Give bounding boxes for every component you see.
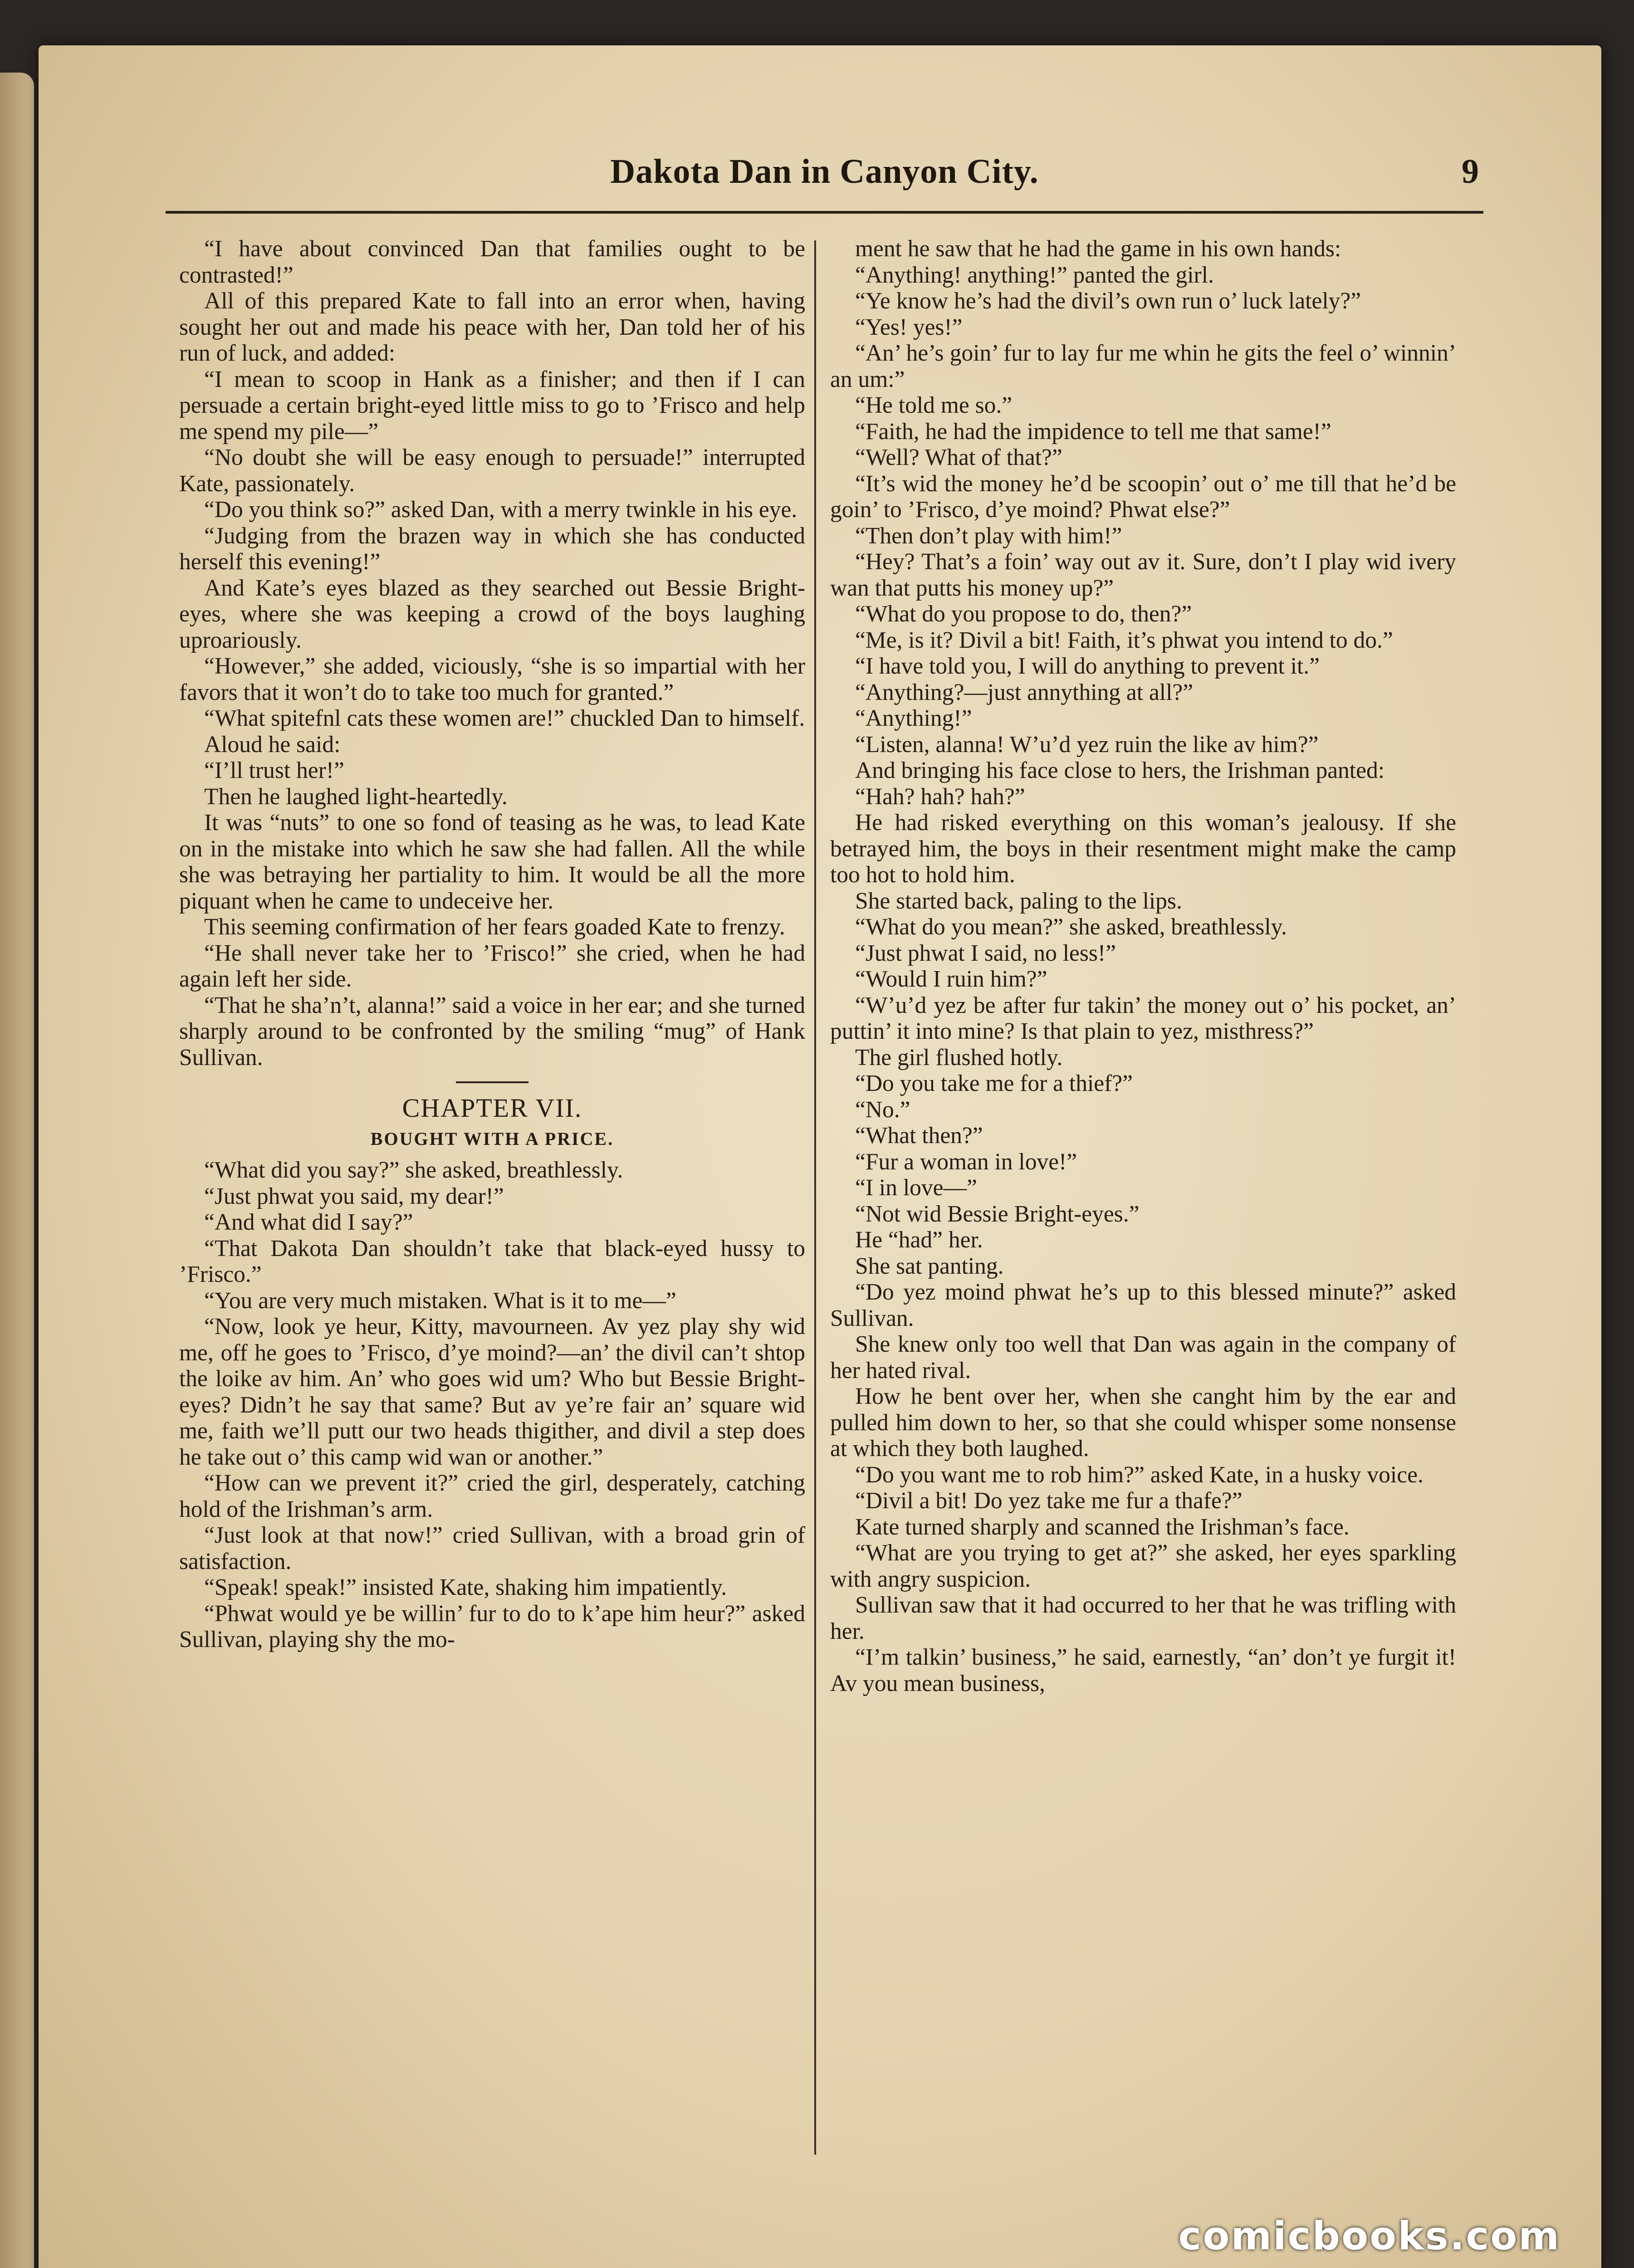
left-column	[179, 236, 805, 1653]
paragraph: “Just phwat you said, my dear!”	[204, 1183, 504, 1209]
paragraph: “You are very much mistaken. What is it to me—”	[204, 1287, 676, 1314]
paragraph: “Not wid Bessie Bright-eyes.”	[855, 1201, 1140, 1227]
paragraph: “Hey? That’s a foin’ way out av it. Sure, don’t I play wid ivery wan that putts his money up?”	[830, 549, 1456, 601]
paragraph: “Then don’t play with him!”	[855, 523, 1122, 549]
right-column-text	[830, 236, 1456, 1696]
paragraph: She started back, paling to the lips.	[855, 888, 1182, 914]
paragraph: “Ye know he’s had the divil’s own run o’ luck lately?”	[855, 288, 1361, 314]
paragraph: “What did you say?” she asked, breathlessly.	[204, 1157, 623, 1183]
paragraph: “Hah? hah? hah?”	[855, 783, 1025, 810]
paragraph: Then he laughed light-heartedly.	[204, 783, 508, 810]
paragraph: “That he sha’n’t, alanna!” said a voice in her ear; and she turned sharply around to be confronted by the smiling “mug” of Hank Sullivan.	[179, 992, 805, 1070]
paragraph: “Anything?—just annything at all?”	[855, 679, 1194, 705]
paragraph: “What do you mean?” she asked, breathlessly.	[855, 914, 1287, 940]
paragraph: “Anything! anything!” panted the girl.	[855, 262, 1214, 288]
paragraph: “What then?”	[855, 1123, 983, 1149]
paragraph: “Phwat would ye be willin’ fur to do to k’ape him heur?” asked Sullivan, playing shy the mo-	[179, 1600, 805, 1652]
paragraph: He “had” her.	[855, 1227, 983, 1253]
paragraph: The girl flushed hotly.	[855, 1044, 1063, 1070]
paragraph: “Now, look ye heur, Kitty, mavourneen. Av yez play shy wid me, off he goes to ’Frisco, d’ye moind?—an’ the divil can’t shtop the loike av him. An’ who goes wid um? Who but Bessie Bright-eyes? Didn’t he say that same? But av ye’re fair an’ square wid me, faith we’ll putt our two heads thigither, and divil a step does he take out o’ this camp wid wan or another.”	[179, 1314, 805, 1470]
paragraph: “Do yez moind phwat he’s up to this blessed minute?” asked Sullivan.	[830, 1279, 1456, 1331]
paragraph: “Me, is it? Divil a bit! Faith, it’s phwat you intend to do.”	[855, 627, 1393, 653]
paragraph: “Well? What of that?”	[855, 445, 1062, 470]
paragraph: “Just look at that now!” cried Sullivan, with a broad grin of satisfaction.	[179, 1522, 805, 1574]
paragraph: “That Dakota Dan shouldn’t take that black-eyed hussy to ’Frisco.”	[179, 1235, 805, 1287]
paragraph: She knew only too well that Dan was again in the company of her hated rival.	[830, 1331, 1456, 1383]
paragraph: “What are you trying to get at?” she asked, her eyes sparkling with angry suspicion.	[830, 1540, 1456, 1592]
paragraph: And Kate’s eyes blazed as they searched out Bessie Bright-eyes, where she was keeping a crowd of the boys laughing uproariously.	[179, 575, 805, 653]
right-column	[830, 236, 1456, 1696]
paragraph: “An’ he’s goin’ fur to lay fur me whin he gits the feel o’ winnin’ an um:”	[830, 340, 1456, 392]
chapter-subtitle: BOUGHT WITH A PRICE.	[370, 1128, 614, 1149]
paragraph: She sat panting.	[855, 1253, 1004, 1279]
paragraph: “However,” she added, viciously, “she is so impartial with her favors that it won’t do to take too much for granted.”	[179, 653, 805, 705]
paragraph: “Anything!”	[855, 705, 972, 731]
paragraph: “Listen, alanna! W’u’d yez ruin the like av him?”	[855, 731, 1319, 758]
paragraph: “What spitefnl cats these women are!” chuckled Dan to himself.	[204, 705, 805, 731]
paragraph: “W’u’d yez be after fur takin’ the money out o’ his pocket, an’ puttin’ it into mine? Is that plain to yez, misthress?”	[830, 992, 1456, 1044]
paragraph: “I mean to scoop in Hank as a finisher; and then if I can persuade a certain bright-eyed little miss to go to ’Frisco and help me spend my pile—”	[179, 366, 805, 445]
paragraph: “No doubt she will be easy enough to persuade!” interrupted Kate, passionately.	[179, 445, 805, 497]
paragraph: “Just phwat I said, no less!”	[855, 940, 1116, 966]
paragraph: “Speak! speak!” insisted Kate, shaking him impatiently.	[204, 1574, 727, 1600]
paragraph: ment he saw that he had the game in his own hands:	[855, 236, 1341, 262]
paragraph: Sullivan saw that it had occurred to her that he was trifling with her.	[830, 1592, 1456, 1644]
paragraph: Kate turned sharply and scanned the Irishman’s face.	[855, 1514, 1350, 1540]
column-divider	[814, 240, 816, 2155]
paragraph: “I’m talkin’ business,” he said, earnestly, “an’ don’t ye furgit it! Av you mean business,	[830, 1644, 1456, 1696]
paragraph: “How can we prevent it?” cried the girl, desperately, catching hold of the Irishman’s arm.	[179, 1470, 805, 1522]
paragraph: Aloud he said:	[204, 731, 341, 758]
paragraph: “He told me so.”	[855, 392, 1013, 418]
paragraph: “I in love—”	[855, 1175, 977, 1201]
paragraph: “No.”	[855, 1096, 910, 1123]
paragraph: All of this prepared Kate to fall into an error when, having sought her out and made his peace with her, Dan told her of his run of luck, and added:	[179, 288, 805, 366]
paragraph: “And what did I say?”	[204, 1209, 413, 1235]
previous-page-edge	[0, 73, 34, 2268]
paragraph: “Fur a woman in love!”	[855, 1149, 1077, 1175]
paragraph: “Yes! yes!”	[855, 314, 963, 340]
paragraph: “Faith, he had the impidence to tell me that same!”	[855, 418, 1331, 445]
paragraph: “Judging from the brazen way in which she has conducted herself this evening!”	[179, 523, 805, 575]
paragraph: And bringing his face close to hers, the Irishman panted:	[855, 758, 1385, 783]
paragraph: It was “nuts” to one so fond of teasing as he was, to lead Kate on in the mistake into which he saw she had fallen. All the while she was betraying her partiality to him. It would be all the more piquant when he came to undeceive her.	[179, 810, 805, 914]
paragraph: “I’ll trust her!”	[204, 758, 344, 783]
paragraph: “Do you think so?” asked Dan, with a merry twinkle in his eye.	[204, 497, 797, 523]
page-header	[166, 152, 1483, 214]
paragraph: This seeming confirmation of her fears goaded Kate to frenzy.	[204, 914, 785, 940]
book-page	[39, 45, 1601, 2268]
left-column-text-bottom	[179, 1157, 805, 1653]
paragraph: How he bent over her, when she canght him by the ear and pulled him down to her, so that she could whisper some nonsense at which they both laughed.	[830, 1383, 1456, 1461]
paragraph: “What do you propose to do, then?”	[855, 601, 1192, 627]
running-title: Dakota Dan in Canyon City.	[610, 152, 1039, 191]
paragraph: “He shall never take her to ’Frisco!” she cried, when he had again left her side.	[179, 940, 805, 992]
left-column-text-top	[179, 236, 805, 1070]
paragraph: “I have about convinced Dan that families ought to be contrasted!”	[179, 236, 805, 288]
paragraph: “It’s wid the money he’d be scoopin’ out o’ me till that he’d be goin’ to ’Frisco, d’ye moind? Phwat else?”	[830, 470, 1456, 523]
paragraph: “I have told you, I will do anything to prevent it.”	[855, 653, 1320, 679]
chapter-divider	[456, 1081, 528, 1083]
paragraph: He had risked everything on this woman’s jealousy. If she betrayed him, the boys in their resentment might make the camp too hot to hold him.	[830, 810, 1456, 888]
paragraph: “Would I ruin him?”	[855, 966, 1047, 992]
watermark-logo: comicbooks.com	[1178, 2214, 1561, 2259]
paragraph: “Do you want me to rob him?” asked Kate, in a husky voice.	[855, 1461, 1424, 1488]
paragraph: “Do you take me for a thief?”	[855, 1070, 1133, 1096]
chapter-title: CHAPTER VII.	[402, 1093, 582, 1123]
paragraph: “Divil a bit! Do yez take me fur a thafe?”	[855, 1488, 1243, 1514]
page-number: 9	[1462, 152, 1479, 191]
